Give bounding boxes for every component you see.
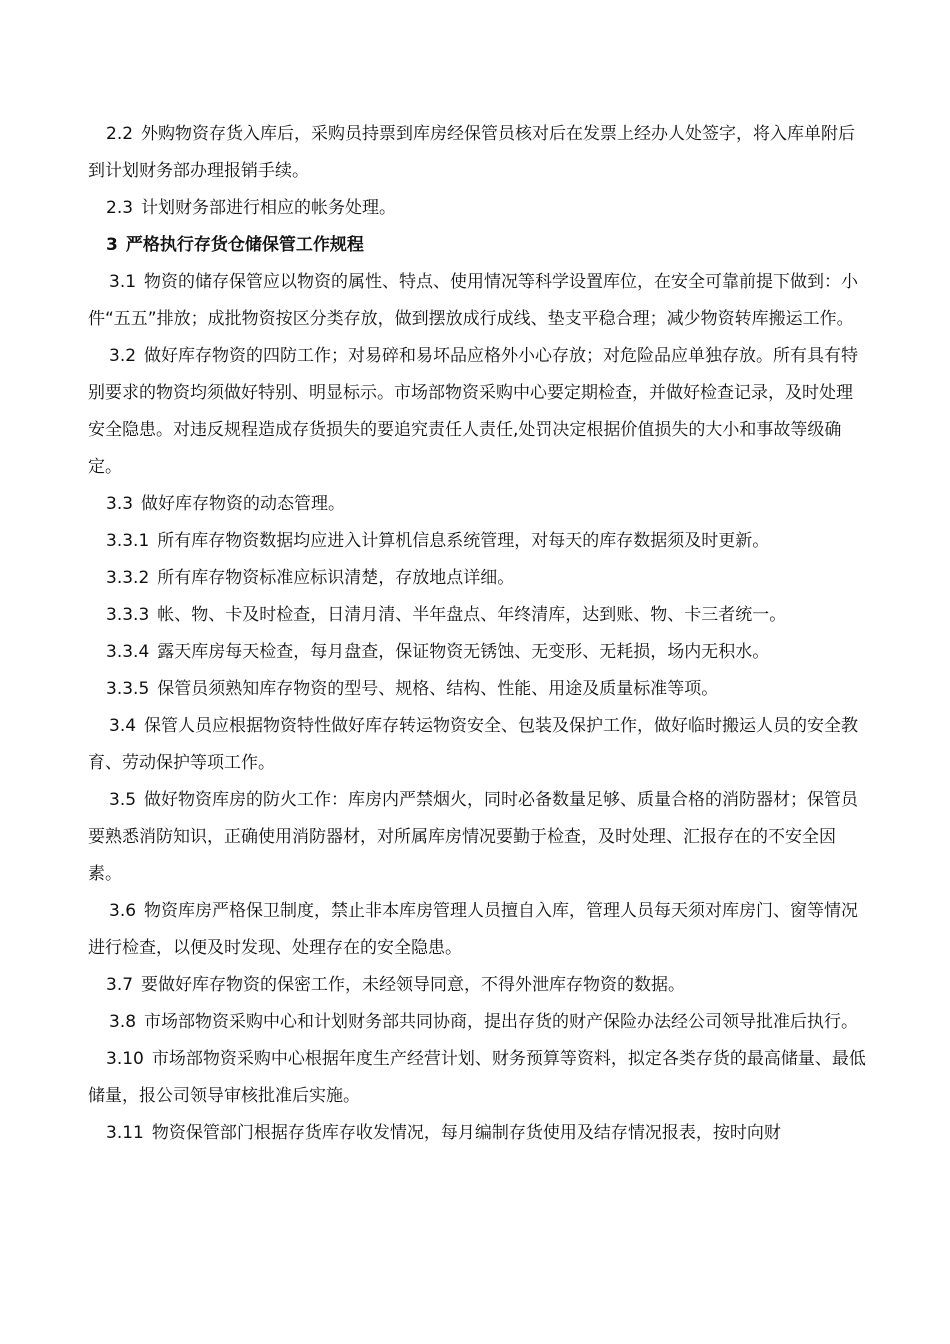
paragraph-text: 外购物资存货入库后，采购员持票到库房经保管员核对后在发票上经办人处签字，将入库单附后到计划财务部办理报销手续。 xyxy=(88,124,856,181)
section-number: 3.7 xyxy=(106,975,134,995)
paragraph-3-3-4 xyxy=(88,634,868,671)
paragraph-3-6 xyxy=(88,893,868,967)
paragraph-text: 做好库存物资的动态管理。 xyxy=(141,494,346,514)
paragraph-text: 物资的储存保管应以物资的属性、特点、使用情况等科学设置库位，在安全可靠前提下做到：小件“五五”排放；成批物资按区分类存放，做到摆放成行成线、垫支平稳合理；减少物资转库搬运工作。 xyxy=(88,272,859,329)
paragraph-text: 计划财务部进行相应的帐务处理。 xyxy=(141,198,397,218)
paragraph-text: 做好库存物资的四防工作；对易碎和易坏品应格外小心存放；对危险品应单独存放。所有具有特别要求的物资均须做好特别、明显标示。市场部物资采购中心要定期检查，并做好检查记录，及时处理安全隐患。对违反规程造成存货损失的要追究责任人责任,处罚决定根据价值损失的大小和事故等级确定。 xyxy=(88,346,859,477)
section-number: 3 xyxy=(106,235,118,255)
paragraph-2-2 xyxy=(88,116,868,190)
paragraph-text: 市场部物资采购中心和计划财务部共同协商，提出存货的财产保险办法经公司领导批准后执行。 xyxy=(144,1012,859,1032)
heading-text: 严格执行存货仓储保管工作规程 xyxy=(125,235,364,255)
paragraph-3-3 xyxy=(88,486,868,523)
section-number: 3.1 xyxy=(109,272,137,292)
paragraph-text: 市场部物资采购中心根据年度生产经营计划、财务预算等资料，拟定各类存货的最高储量、最低储量，报公司领导审核批准后实施。 xyxy=(88,1049,866,1106)
paragraph-text: 保管人员应根据物资特性做好库存转运物资安全、包装及保护工作，做好临时搬运人员的安全教育、劳动保护等项工作。 xyxy=(88,716,859,773)
paragraph-text: 帐、物、卡及时检查，日清月清、半年盘点、年终清库，达到账、物、卡三者统一。 xyxy=(157,605,787,625)
paragraph-3-4 xyxy=(88,708,868,782)
section-number: 3.10 xyxy=(106,1049,144,1069)
paragraph-3-3-1 xyxy=(88,523,868,560)
section-number: 3.3.2 xyxy=(106,568,150,588)
paragraph-text: 所有库存物资标准应标识清楚，存放地点详细。 xyxy=(157,568,515,588)
document-body xyxy=(88,116,868,1152)
paragraph-2-3 xyxy=(88,190,868,227)
section-number: 3.3.4 xyxy=(106,642,150,662)
section-number: 3.8 xyxy=(109,1012,137,1032)
paragraph-3-2 xyxy=(88,338,868,486)
paragraph-3-1 xyxy=(88,264,868,338)
section-number: 3.4 xyxy=(109,716,137,736)
paragraph-3-10 xyxy=(88,1041,868,1115)
paragraph-text: 物资保管部门根据存货库存收发情况，每月编制存货使用及结存情况报表，按时向财 xyxy=(151,1123,781,1143)
paragraph-3-7 xyxy=(88,967,868,1004)
section-number: 3.3.1 xyxy=(106,531,150,551)
paragraph-3-3-3 xyxy=(88,597,868,634)
paragraph-text: 保管员须熟知库存物资的型号、规格、结构、性能、用途及质量标准等项。 xyxy=(157,679,719,699)
section-number: 3.3.3 xyxy=(106,605,150,625)
paragraph-text: 所有库存物资数据均应进入计算机信息系统管理，对每天的库存数据须及时更新。 xyxy=(157,531,770,551)
paragraph-text: 要做好库存物资的保密工作，未经领导同意，不得外泄库存物资的数据。 xyxy=(141,975,686,995)
section-number: 2.2 xyxy=(106,124,134,144)
section-number: 3.5 xyxy=(109,790,137,810)
paragraph-3-11 xyxy=(88,1115,868,1152)
paragraph-3-3-2 xyxy=(88,560,868,597)
paragraph-3-3-5 xyxy=(88,671,868,708)
section-number: 3.11 xyxy=(106,1123,144,1143)
section-number: 3.6 xyxy=(109,901,137,921)
section-number: 3.2 xyxy=(109,346,137,366)
section-number: 2.3 xyxy=(106,198,134,218)
paragraph-3-5 xyxy=(88,782,868,893)
section-number: 3.3.5 xyxy=(106,679,150,699)
section-heading-3 xyxy=(88,227,868,264)
section-number: 3.3 xyxy=(106,494,134,514)
paragraph-text: 物资库房严格保卫制度，禁止非本库房管理人员擅自入库，管理人员每天须对库房门、窗等情况进行检查，以便及时发现、处理存在的安全隐患。 xyxy=(88,901,859,958)
paragraph-text: 做好物资库房的防火工作：库房内严禁烟火，同时必备数量足够、质量合格的消防器材；保管员要熟悉消防知识，正确使用消防器材，对所属库房情况要勤于检查，及时处理、汇报存在的不安全因素。 xyxy=(88,790,859,884)
paragraph-text: 露天库房每天检查，每月盘查，保证物资无锈蚀、无变形、无耗损，场内无积水。 xyxy=(157,642,770,662)
paragraph-3-8 xyxy=(88,1004,868,1041)
